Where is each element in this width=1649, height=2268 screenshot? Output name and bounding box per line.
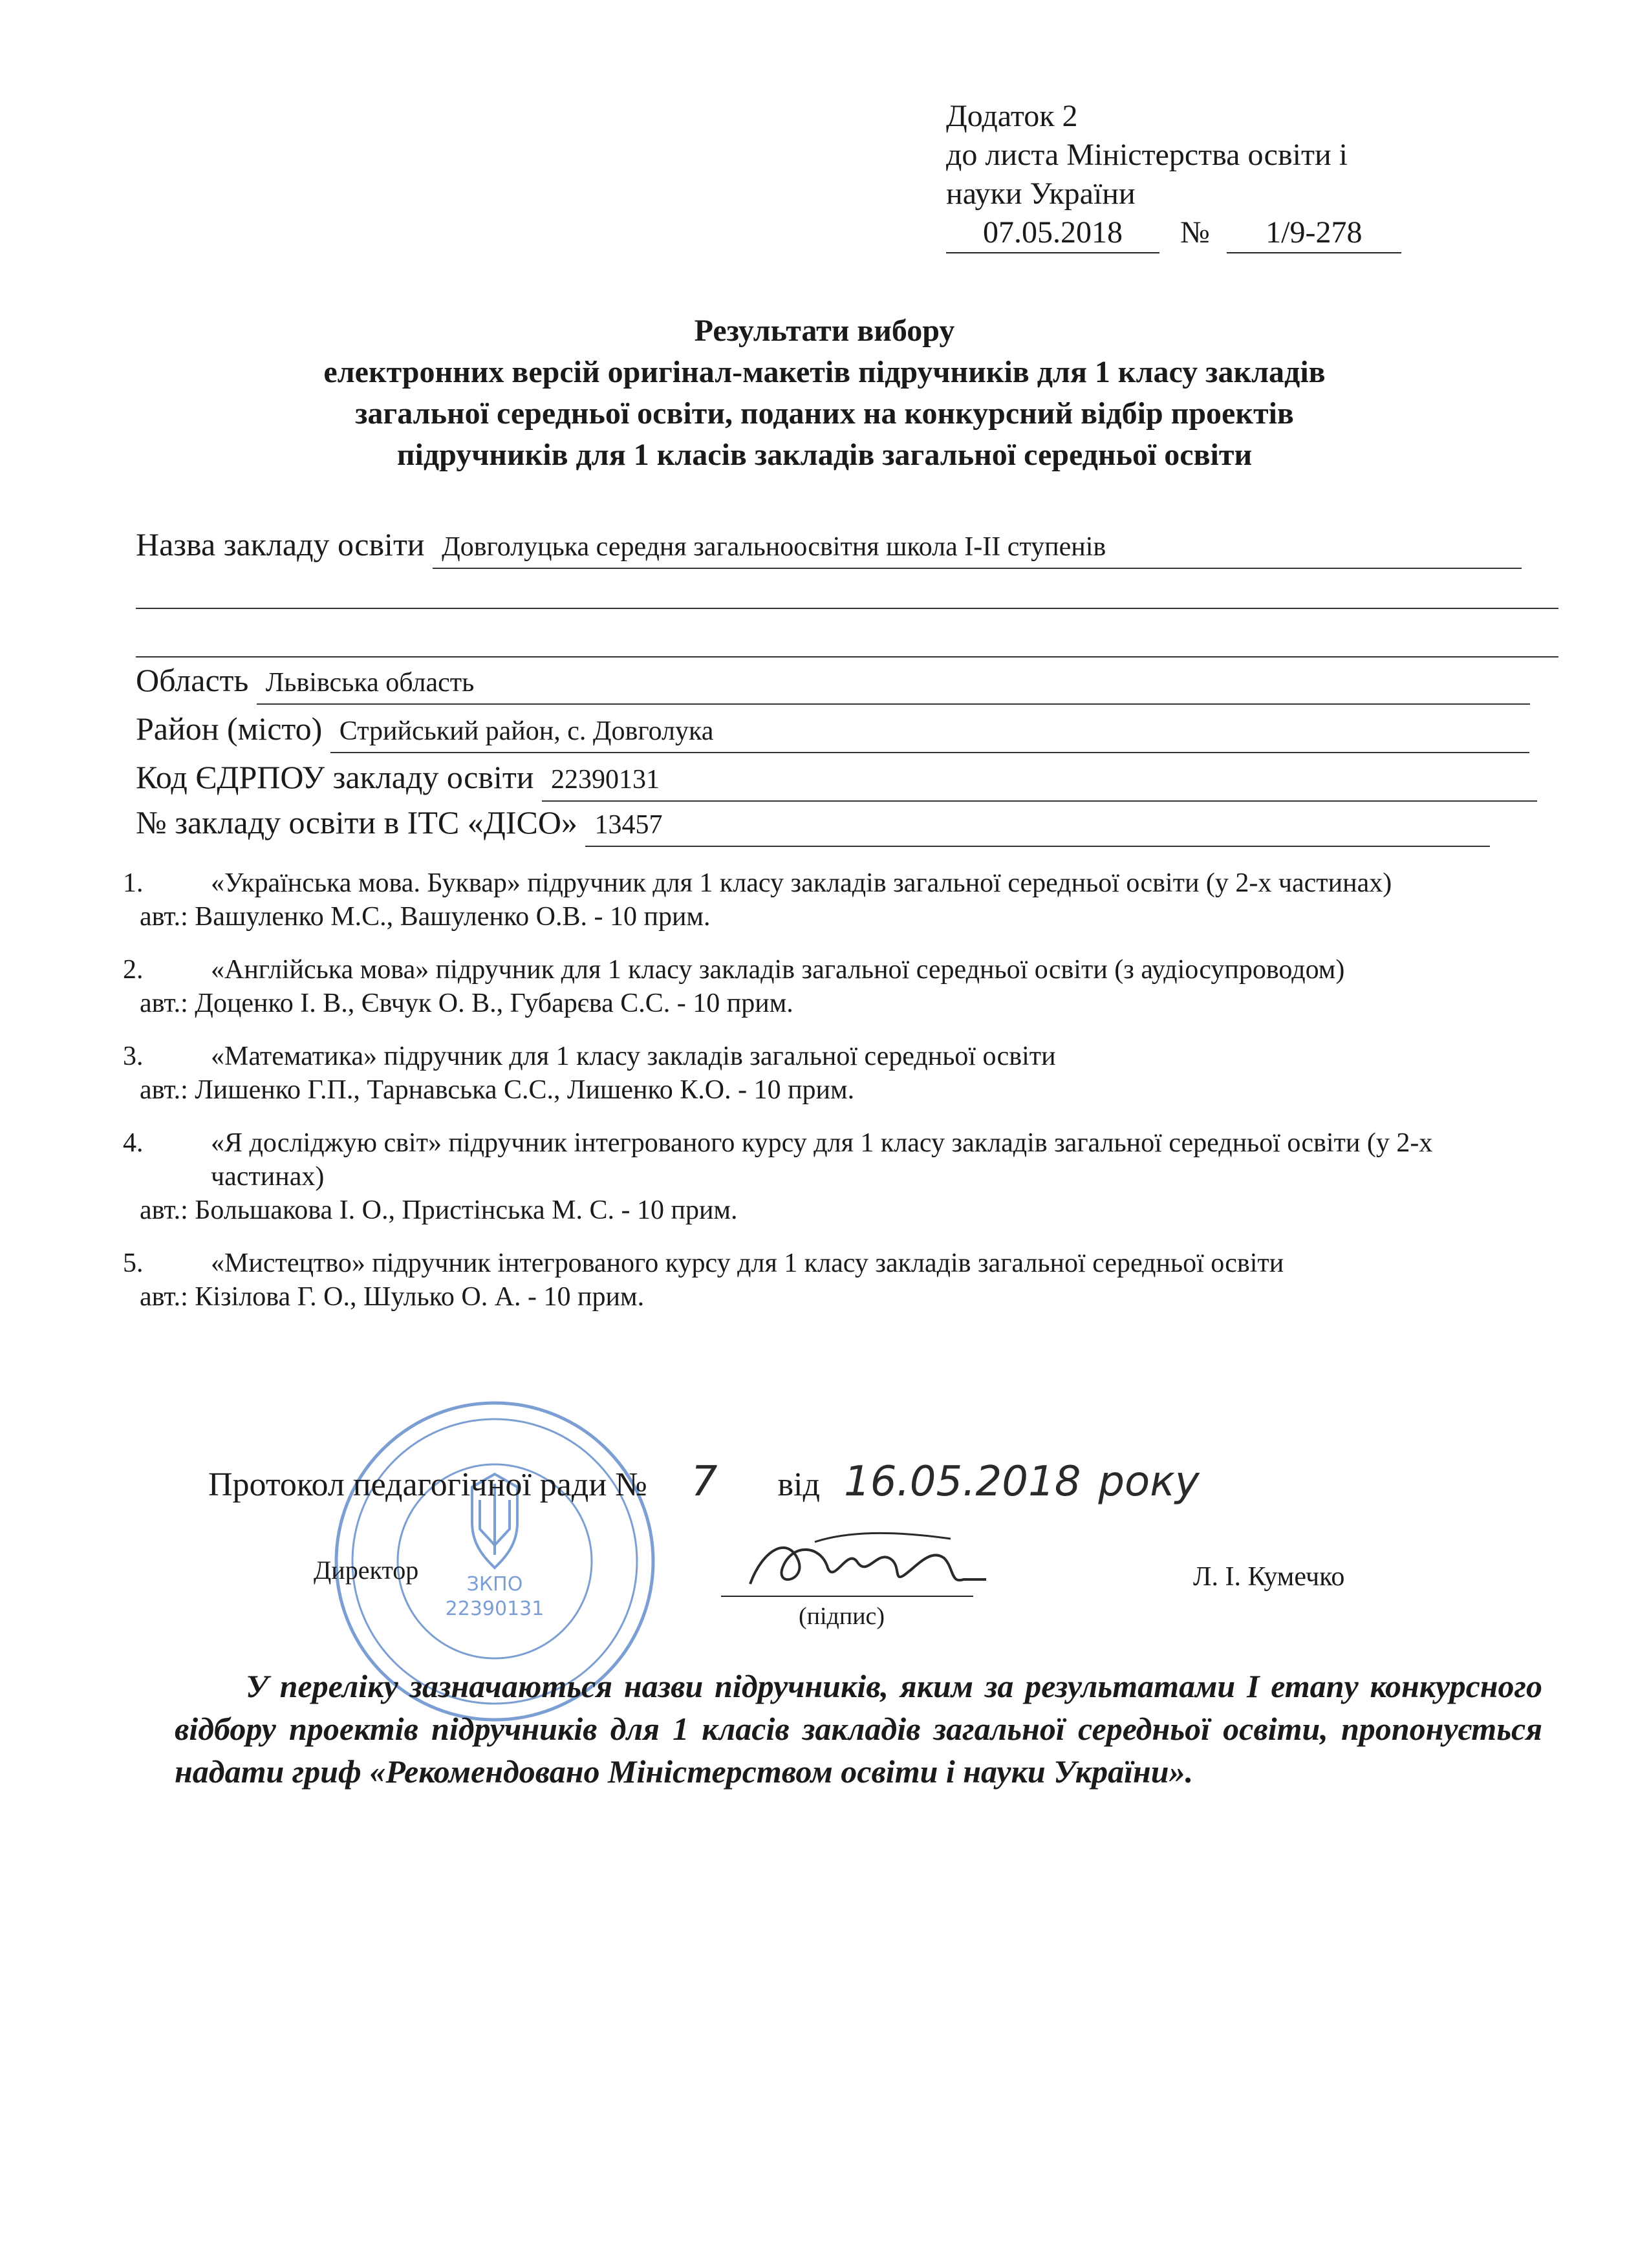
title-line2: електронних версій оригінал-макетів підручників для 1 класу закладів	[323, 355, 1326, 389]
item-number: 1.	[123, 868, 144, 898]
annex-line2: до листа Міністерства освіти і	[946, 138, 1348, 172]
footnote: У переліку зазначаються назви підручників, яким за результатами І етапу конкурсного відбору проектів підручників для 1 класів закладів загальної середньої освіти, пропонується надати гриф «Рекомендовано Міністерством освіти і науки України».	[175, 1668, 1542, 1790]
school-field	[136, 524, 1558, 569]
annex-date: 07.05.2018	[946, 213, 1159, 253]
director-label: Директор	[314, 1556, 419, 1585]
item-number: 3.	[123, 1042, 144, 1071]
protocol-line	[208, 1458, 1200, 1506]
school-value: Довголуцька середня загальноосвітня школа І-ІІ ступенів	[433, 526, 1522, 569]
handwritten-signature	[737, 1523, 996, 1600]
item-description: «Мистецтво» підручник інтегрованого курсу для 1 класу закладів загальної середньої освіти	[211, 1248, 1284, 1278]
protocol-date: 16.05.2018	[843, 1458, 1081, 1506]
region-label: Область	[136, 662, 249, 698]
document-title	[129, 310, 1520, 476]
annex-ref	[946, 213, 1401, 253]
blank-line	[136, 608, 1558, 609]
list-item	[123, 1126, 1513, 1227]
item-description: «Математика» підручник для 1 класу закладів загальної середньої освіти	[211, 1042, 1056, 1071]
item-description: «Англійська мова» підручник для 1 класу закладів загальної середньої освіти (з аудіосупроводом)	[211, 955, 1345, 985]
edrpou-field	[136, 756, 1558, 802]
signature-line	[721, 1596, 973, 1597]
annex-line3: науки України	[946, 177, 1136, 211]
itc-field	[136, 802, 1558, 847]
signature-caption: (підпис)	[799, 1603, 885, 1630]
district-label: Район (місто)	[136, 711, 323, 747]
stamp-code: ЗКПО	[466, 1573, 523, 1596]
blank-line	[136, 656, 1558, 658]
stamp-number: 22390131	[445, 1598, 544, 1620]
edrpou-value: 22390131	[542, 759, 1537, 802]
item-number: 2.	[123, 955, 144, 985]
list-item	[123, 953, 1513, 1020]
title-line1: Результати вибору	[694, 314, 955, 348]
item-authors: авт.: Вашуленко М.С., Вашуленко О.В. - 10 прим.	[140, 902, 711, 932]
title-line3: загальної середньої освіти, поданих на конкурсний відбір проектів	[355, 396, 1294, 431]
protocol-from: від	[777, 1466, 820, 1503]
list-item	[123, 1040, 1513, 1107]
textbook-list	[123, 866, 1513, 1333]
protocol-label: Протокол педагогічної ради №	[208, 1466, 647, 1503]
edrpou-label: Код ЄДРПОУ закладу освіти	[136, 759, 534, 795]
region-field	[136, 659, 1558, 705]
director-name: Л. І. Кумечко	[1193, 1562, 1345, 1592]
annex-number-sign: №	[1180, 215, 1210, 250]
item-authors: авт.: Большакова І. О., Пристінська М. С. - 10 прим.	[140, 1195, 738, 1225]
item-authors: авт.: Кізілова Г. О., Шулько О. А. - 10 прим.	[140, 1282, 645, 1312]
district-field	[136, 708, 1558, 753]
item-number: 4.	[123, 1128, 144, 1158]
item-description: «Я досліджую світ» підручник інтегрованого курсу для 1 класу закладів загальної середньої освіти (у 2-х частинах)	[211, 1128, 1433, 1192]
annex-number: 1/9-278	[1227, 213, 1401, 253]
protocol-number: 7	[691, 1458, 718, 1506]
school-label: Назва закладу освіти	[136, 526, 425, 562]
list-item	[123, 866, 1513, 934]
annex-header	[946, 97, 1401, 253]
item-number: 5.	[123, 1248, 144, 1278]
item-authors: авт.: Доценко І. В., Євчук О. В., Губарєва С.С. - 10 прим.	[140, 989, 793, 1018]
title-line4: підручників для 1 класів закладів загальної середньої освіти	[396, 438, 1253, 472]
protocol-year-word: року	[1098, 1458, 1200, 1506]
district-value: Стрийський район, с. Довголука	[330, 711, 1529, 753]
itc-label: № закладу освіти в ІТС «ДІСО»	[136, 804, 577, 840]
list-item	[123, 1246, 1513, 1314]
itc-value: 13457	[585, 804, 1490, 847]
item-description: «Українська мова. Буквар» підручник для 1 класу закладів загальної середньої освіти (у 2-х частинах)	[211, 868, 1392, 898]
region-value: Львівська область	[257, 662, 1530, 705]
item-authors: авт.: Лишенко Г.П., Тарнавська С.С., Лишенко К.О. - 10 прим.	[140, 1075, 855, 1105]
annex-line1: Додаток 2	[946, 99, 1078, 133]
